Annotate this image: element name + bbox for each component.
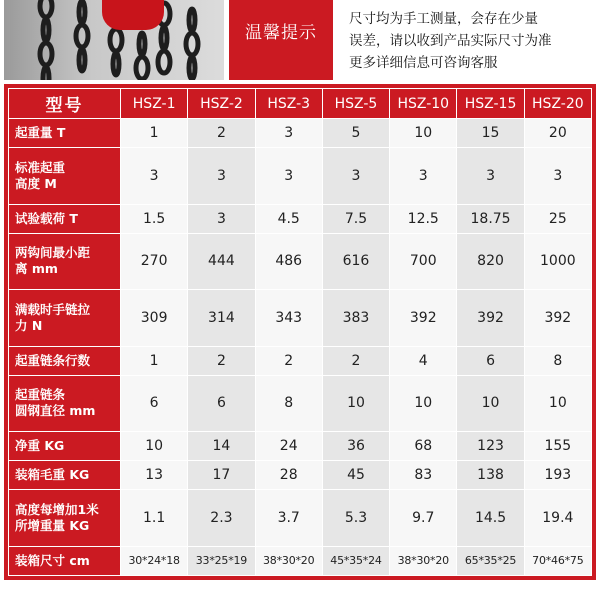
table-row [9, 346, 592, 375]
table-cell: 3 [121, 148, 188, 204]
table-cell: 12.5 [390, 204, 457, 233]
table-cell: 2 [188, 119, 255, 148]
table-cell: 33*25*19 [188, 546, 255, 575]
table-cell: 10 [390, 375, 457, 431]
table-cell: 486 [255, 233, 322, 289]
table-row [9, 375, 592, 431]
table-cell: 65*35*25 [457, 546, 524, 575]
table-cell: 14.5 [457, 490, 524, 546]
table-cell: 6 [121, 375, 188, 431]
model-header: HSZ-20 [524, 89, 591, 119]
table-cell: 3 [322, 148, 389, 204]
table-cell: 8 [255, 375, 322, 431]
note-line-partial [349, 0, 599, 8]
table-cell: 392 [524, 290, 591, 346]
row-label-line: 所增重量 KG [15, 518, 90, 534]
note-line: 误差，请以收到产品实际尺寸为准 [349, 33, 552, 49]
table-cell: 38*30*20 [390, 546, 457, 575]
row-label-line: 起重链条行数 [15, 352, 91, 368]
table-cell: 28 [255, 461, 322, 490]
table-row [9, 204, 592, 233]
row-label [9, 546, 121, 575]
table-cell: 45 [322, 461, 389, 490]
table-cell: 7.5 [322, 204, 389, 233]
row-label-line: 装箱尺寸 cm [15, 552, 90, 568]
table-cell: 3.7 [255, 490, 322, 546]
table-cell: 1.1 [121, 490, 188, 546]
table-cell: 270 [121, 233, 188, 289]
row-label-line: 高度 M [15, 175, 57, 191]
table-cell: 10 [121, 432, 188, 461]
table-cell: 5 [322, 119, 389, 148]
table-cell: 4 [390, 346, 457, 375]
table-cell: 18.75 [457, 204, 524, 233]
table-cell: 3 [524, 148, 591, 204]
row-label-line: 标准起重 [15, 159, 66, 175]
row-label [9, 490, 121, 546]
row-label-line: 起重量 T [15, 125, 66, 141]
row-label-line: 净重 KG [15, 438, 65, 454]
table-cell: 343 [255, 290, 322, 346]
table-row [9, 119, 592, 148]
table-cell: 138 [457, 461, 524, 490]
table-cell: 309 [121, 290, 188, 346]
row-label [9, 290, 121, 346]
top-banner [0, 0, 600, 82]
model-header: HSZ-10 [390, 89, 457, 119]
table-cell: 392 [390, 290, 457, 346]
table-row [9, 432, 592, 461]
table-cell: 17 [188, 461, 255, 490]
table-cell: 70*46*75 [524, 546, 591, 575]
row-label [9, 204, 121, 233]
table-row [9, 461, 592, 490]
table-cell: 10 [322, 375, 389, 431]
notes-block [349, 0, 599, 74]
table-cell: 314 [188, 290, 255, 346]
table-cell: 83 [390, 461, 457, 490]
row-label [9, 375, 121, 431]
table-cell: 123 [457, 432, 524, 461]
header-row [9, 89, 592, 119]
tip-title: 温馨提示 [245, 22, 317, 43]
row-label-line: 力 N [15, 317, 43, 333]
row-label [9, 233, 121, 289]
table-cell: 14 [188, 432, 255, 461]
row-label [9, 432, 121, 461]
table-cell: 3 [457, 148, 524, 204]
table-row [9, 490, 592, 546]
model-header: HSZ-15 [457, 89, 524, 119]
table-cell: 4.5 [255, 204, 322, 233]
note-line: 更多详细信息可咨询客服 [349, 55, 498, 71]
table-cell: 24 [255, 432, 322, 461]
chain-hoist-photo [4, 0, 224, 80]
table-row [9, 290, 592, 346]
row-label-line: 满载时手链拉 [15, 301, 91, 317]
table-cell: 8 [524, 346, 591, 375]
table-cell: 2.3 [188, 490, 255, 546]
table-cell: 2 [255, 346, 322, 375]
row-label-line: 高度每增加1米 [15, 502, 99, 518]
row-label [9, 346, 121, 375]
model-header: HSZ-5 [322, 89, 389, 119]
table-cell: 25 [524, 204, 591, 233]
row-label-line: 离 mm [15, 261, 58, 277]
table-cell: 2 [322, 346, 389, 375]
row-label [9, 461, 121, 490]
hoist-body-shape [102, 0, 164, 30]
table-cell: 1 [121, 346, 188, 375]
table-cell: 68 [390, 432, 457, 461]
table-cell: 392 [457, 290, 524, 346]
row-label [9, 148, 121, 204]
table-row [9, 546, 592, 575]
table-cell: 10 [390, 119, 457, 148]
table-cell: 1 [121, 119, 188, 148]
table-cell: 10 [457, 375, 524, 431]
spec-table-body [9, 119, 592, 576]
table-cell: 1.5 [121, 204, 188, 233]
table-cell: 383 [322, 290, 389, 346]
table-cell: 3 [188, 148, 255, 204]
table-cell: 5.3 [322, 490, 389, 546]
model-header: HSZ-1 [121, 89, 188, 119]
table-cell: 10 [524, 375, 591, 431]
table-cell: 45*35*24 [322, 546, 389, 575]
row-label-line: 试验载荷 T [15, 210, 78, 226]
table-cell: 2 [188, 346, 255, 375]
table-cell: 616 [322, 233, 389, 289]
table-cell: 20 [524, 119, 591, 148]
table-cell: 1000 [524, 233, 591, 289]
row-label-line: 圆钢直径 mm [15, 403, 96, 419]
table-cell: 13 [121, 461, 188, 490]
table-cell: 3 [255, 119, 322, 148]
table-row [9, 148, 592, 204]
row-label [9, 119, 121, 148]
table-cell: 193 [524, 461, 591, 490]
row-label-line: 两钩间最小距 [15, 245, 91, 261]
table-cell: 3 [255, 148, 322, 204]
table-cell: 36 [322, 432, 389, 461]
model-column-header: 型号 [9, 89, 121, 119]
table-cell: 38*30*20 [255, 546, 322, 575]
note-line: 尺寸均为手工测量，会存在少量 [349, 11, 538, 27]
table-row [9, 233, 592, 289]
table-cell: 444 [188, 233, 255, 289]
table-cell: 6 [188, 375, 255, 431]
table-cell: 3 [188, 204, 255, 233]
table-cell: 15 [457, 119, 524, 148]
row-label-line: 装箱毛重 KG [15, 467, 90, 483]
table-cell: 6 [457, 346, 524, 375]
table-cell: 155 [524, 432, 591, 461]
table-cell: 9.7 [390, 490, 457, 546]
model-header: HSZ-2 [188, 89, 255, 119]
table-cell: 700 [390, 233, 457, 289]
table-cell: 19.4 [524, 490, 591, 546]
model-header: HSZ-3 [255, 89, 322, 119]
spec-table [8, 88, 592, 576]
table-cell: 3 [390, 148, 457, 204]
spec-table-frame [4, 84, 596, 580]
row-label-line: 起重链条 [15, 387, 66, 403]
table-cell: 820 [457, 233, 524, 289]
table-cell: 30*24*18 [121, 546, 188, 575]
